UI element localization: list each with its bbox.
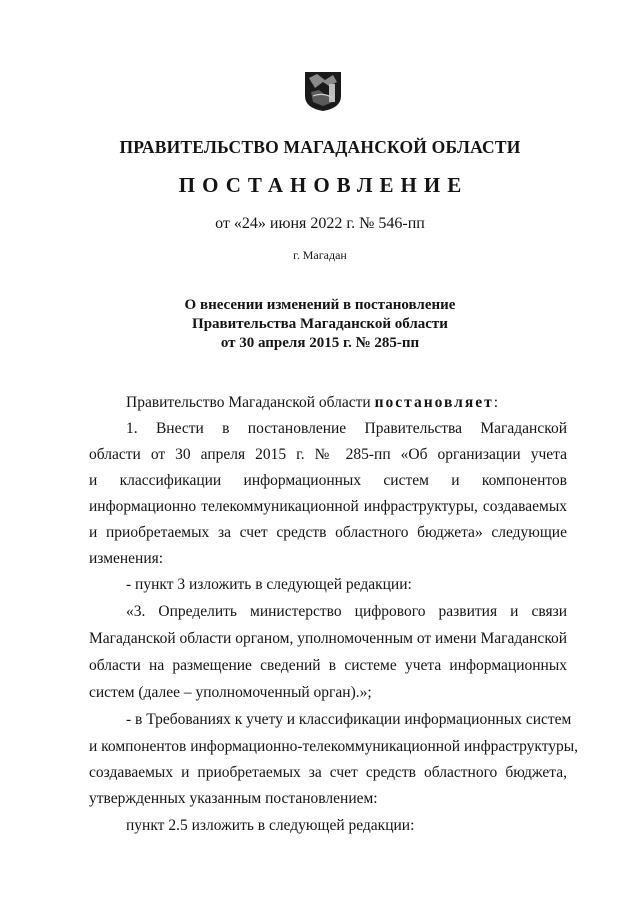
document-city: г. Магадан — [293, 248, 347, 262]
list-item-1: - пункт 3 изложить в следующей редакции: — [126, 576, 412, 593]
paragraph-1-line-3: и классификации информационных систем и компонентов — [89, 472, 567, 489]
coat-of-arms-emblem — [303, 70, 343, 112]
government-name: ПРАВИТЕЛЬСТВО МАГАДАНСКОЙ ОБЛАСТИ — [119, 137, 521, 157]
list-item-2-line-2: и компонентов информационно-телекоммуникационной инфраструктуры, — [89, 738, 579, 755]
quote-line-2: Магаданской области органом, уполномоченным от имени Магаданской — [89, 630, 568, 647]
quote-line-1: «3. Определить министерство цифрового развития и связи — [126, 603, 567, 620]
subject-line-1: О внесении изменений в постановление — [184, 297, 456, 313]
list-item-2-line-1: - в Требованиях к учету и классификации информационных систем — [126, 711, 572, 728]
subject-line-3: от 30 апреля 2015 г. № 285-пп — [220, 335, 420, 351]
subject-line-2: Правительства Магаданской области — [192, 316, 448, 332]
paragraph-1-line-1: 1. Внести в постановление Правительства Магаданской — [126, 420, 567, 437]
list-item-2-line-4: утвержденных указанным постановлением: — [89, 790, 378, 807]
quote-line-3: области на размещение сведений в системе учета информационных — [89, 657, 567, 674]
document-date-number: от «24» июня 2022 г. № 546-пп — [215, 215, 425, 232]
document-subject — [0, 296, 640, 353]
paragraph-1-line-6: изменения: — [89, 550, 164, 567]
paragraph-1-line-4: информационно телекоммуникационной инфраструктуры, создаваемых — [89, 498, 567, 515]
intro-end: : — [493, 394, 499, 411]
list-item-3: пункт 2.5 изложить в следующей редакции: — [126, 817, 415, 834]
intro-text: Правительство Магаданской области — [126, 394, 371, 411]
intro-paragraph — [126, 394, 498, 412]
document-type: ПОСТАНОВЛЕНИЕ — [178, 173, 469, 197]
list-item-2-line-3: создаваемых и приобретаемых за счет средств областного бюджета, — [89, 764, 567, 781]
quote-line-4: систем (далее – уполномоченный орган).»; — [89, 684, 372, 701]
paragraph-1-line-5: и приобретаемых за счет средств областного бюджета» следующие — [89, 524, 567, 541]
intro-verb: постановляет — [374, 394, 494, 411]
paragraph-1-line-2: области от 30 апреля 2015 г. № 285-пп «Об организации учета — [89, 446, 567, 463]
